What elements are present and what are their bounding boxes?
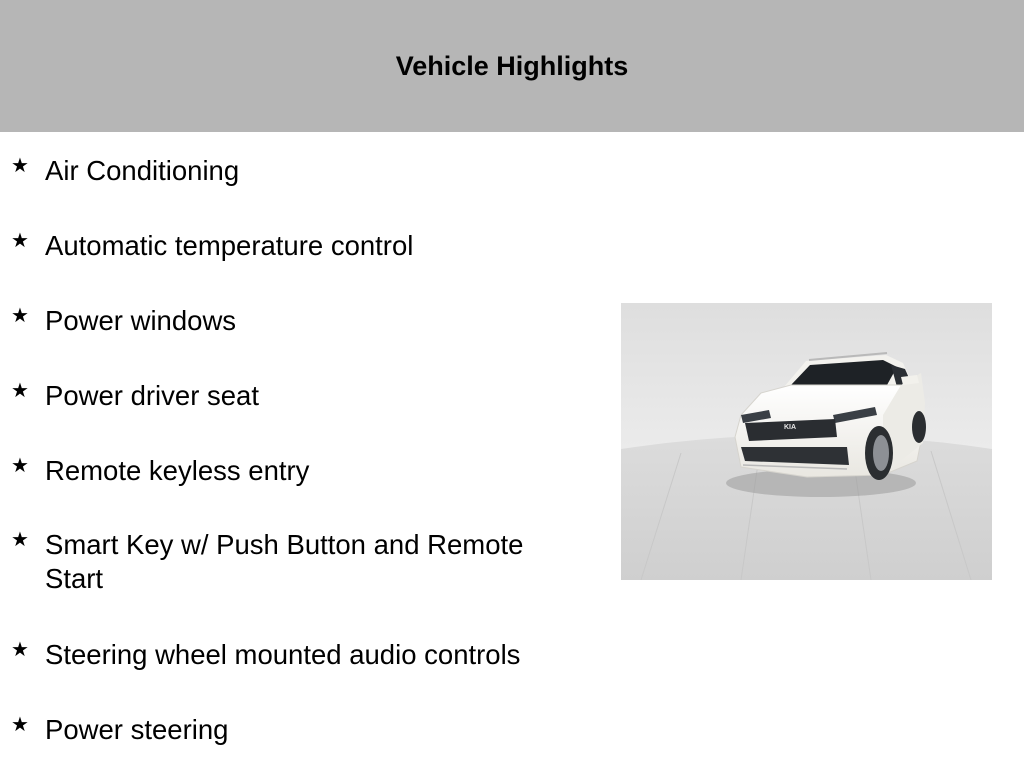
vehicle-photo [621,303,992,580]
feature-label: Air Conditioning [45,155,240,186]
feature-label: Steering wheel mounted audio controls [45,639,521,670]
page-header [0,0,1024,132]
rear-wheel [912,411,926,443]
star-icon: ★ [11,305,29,327]
star-icon: ★ [11,639,29,661]
feature-label: Power driver seat [45,380,259,411]
feature-label: Power windows [45,305,237,336]
star-icon: ★ [11,155,29,177]
page-title: Vehicle Highlights [395,50,629,81]
feature-label: Power steering [45,714,229,745]
kia-badge: KIA [784,424,797,431]
feature-label: Automatic temperature control [45,230,414,261]
star-icon: ★ [11,714,29,736]
feature-label: Smart Key w/ Push Button and Remote Start [45,529,524,594]
star-icon: ★ [11,529,29,551]
star-icon: ★ [11,230,29,252]
feature-label: Remote keyless entry [45,455,310,486]
star-icon: ★ [11,455,29,477]
vehicle-illustration [621,303,992,580]
star-icon: ★ [11,380,29,402]
